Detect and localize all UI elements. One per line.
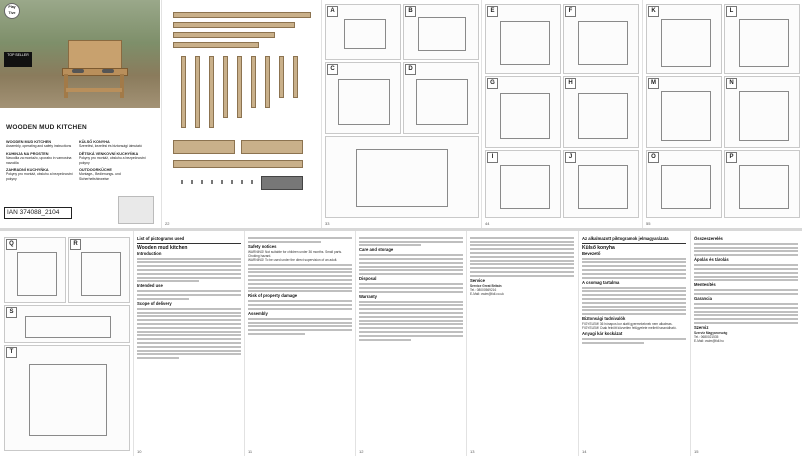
lang-title-hu: KÜLSŐ KONYHA <box>78 140 110 144</box>
hu-text-page-1 <box>578 231 691 456</box>
pictogram-list-title: List of pictograms used <box>137 236 185 241</box>
page-number: 12 <box>359 449 364 454</box>
hu-intro-title: Bevezető <box>582 250 601 256</box>
brand-logo: Play Tive <box>4 3 20 19</box>
gb-text-page-3 <box>355 231 467 456</box>
gb-service-mail: E-Mail: owim@lidl.co.uk <box>470 292 504 297</box>
step-label: A <box>327 6 338 17</box>
page-number: 22 <box>165 221 170 226</box>
hu-warning-2: FIGYELEM! Csak felnőtt közvetlen felügyelete mellett használható. <box>582 326 677 331</box>
hu-service-mail: E-Mail: owim@lidl.hu <box>694 339 724 344</box>
gb-service-country: Service Great Britain <box>470 283 502 288</box>
step-label: Q <box>6 239 17 250</box>
gb-risk-title: Risk of property damage <box>248 293 298 299</box>
step-label: I <box>487 152 498 163</box>
step-label: O <box>648 152 659 163</box>
step-label: L <box>726 6 737 17</box>
lang-title-sk: DĚTSKÁ VENKOVNÍ KUCHYŇKA <box>78 151 139 156</box>
hu-care-title: Ápolás és tárolás <box>694 257 729 263</box>
ian-code: IAN 374088_2104 <box>4 207 72 219</box>
gb-text-page-4 <box>466 231 579 456</box>
hu-pictogram-list-title: Az alkalmazott piktogramok jelmagyarázata <box>582 236 669 241</box>
page-number: 55 <box>646 221 651 226</box>
hu-risk-title: Anyagi kár kockázat <box>582 331 623 337</box>
lang-sub-si: Navodila za montažo, uporabo in varnostna navodila <box>6 156 72 165</box>
gb-intended-title: Intended use <box>137 283 163 289</box>
step-label: R <box>70 239 81 250</box>
step-label: J <box>565 152 576 163</box>
gb-text-page-2 <box>244 231 356 456</box>
step-label: S <box>6 307 17 318</box>
hu-text-page-2 <box>690 231 802 456</box>
step-label: F <box>565 6 576 17</box>
gb-text-page-1 <box>133 231 245 456</box>
page-number: 33 <box>325 221 330 226</box>
hu-assembly-title: Összeszerelés <box>694 236 723 241</box>
gb-care-title: Care and storage <box>359 247 394 253</box>
lang-sub-de: Montage-, Bedienungs- und Sicherheitshinweise <box>78 172 121 181</box>
assembly-steps-page-1 <box>321 0 482 228</box>
lang-sub-cz: Pokyny pro montáž, obsluhu a bezpečnostní pokyny <box>6 172 73 181</box>
assembly-steps-page-3 <box>642 0 802 228</box>
hu-scope-title: A csomag tartalma <box>582 279 620 285</box>
bottom-sheet <box>0 231 802 456</box>
gb-warning-1: WARNING! Not suitable for children under 36 months. Small parts. Choking hazard. <box>248 249 342 258</box>
hu-service-country: Szerviz Magyarország <box>694 331 728 336</box>
hu-warranty-title: Garancia <box>694 296 712 302</box>
page-number: 14 <box>582 449 587 454</box>
hu-service-tel: Tel.: 0680021535 <box>694 335 719 340</box>
gb-intro-title: Introduction <box>137 250 162 256</box>
lang-sub-sk: Pokyny pro montáž, obsluhu a bezpečnostní pokyny <box>78 156 146 165</box>
top-seller-badge: TOP SELLER <box>4 52 32 67</box>
step-label: K <box>648 6 659 17</box>
gb-disposal-title: Disposal <box>359 276 377 282</box>
hu-service-title: Szerviz <box>694 324 709 330</box>
cover-page <box>0 0 162 228</box>
lang-title-cz: ZAHRADNÍ KUCHYŇKA <box>6 168 49 173</box>
step-label: H <box>565 78 576 89</box>
page-number: 15 <box>694 449 699 454</box>
lang-title-gb: WOODEN MUD KITCHEN <box>6 140 52 144</box>
hu-subtitle: Külső konyha <box>582 244 615 251</box>
gb-service-title: Service <box>470 277 485 283</box>
lang-sub-hu: Szerelési, kezelési és biztonsági útmutató <box>78 144 142 149</box>
gb-subtitle: Wooden mud kitchen <box>137 244 188 251</box>
gb-warning-2: WARNING! To be used under the direct supervision of an adult. <box>248 257 338 262</box>
step-label: P <box>726 152 737 163</box>
page-number: 10 <box>137 449 142 454</box>
lang-sub-gb: Assembly, operating and safety instructions <box>6 144 72 149</box>
gb-scope-title: Scope of delivery <box>137 300 172 306</box>
language-list <box>6 140 156 181</box>
gb-safety-title: Safety notices <box>248 243 277 249</box>
gb-assembly-title: Assembly <box>248 310 268 316</box>
step-label: C <box>327 64 338 75</box>
hu-safety-title: Biztonsági tudnivalók <box>582 316 626 322</box>
gb-service-tel: Tel.: 08000569216 <box>470 287 497 292</box>
step-label: B <box>405 6 416 17</box>
step-label: T <box>6 347 17 358</box>
product-photo <box>0 0 160 108</box>
gb-warranty-title: Warranty <box>359 293 377 299</box>
lang-title-si: KUHINJA NA PROSTEN <box>6 151 49 156</box>
page-number: 13 <box>470 449 475 454</box>
hu-warning-1: FIGYELEM! 36 hónapos kor alatti gyermekeknek nem alkalmas. <box>582 322 673 327</box>
step-label: E <box>487 6 498 17</box>
assembly-steps-page-4 <box>0 231 134 456</box>
hu-disposal-title: Mentesítés <box>694 282 716 288</box>
page-number: 44 <box>485 221 490 226</box>
cover-title: WOODEN MUD KITCHEN <box>6 124 87 131</box>
page-number: 11 <box>248 449 253 454</box>
lang-title-de: OUTDOORKÜCHE <box>78 168 112 173</box>
step-label: N <box>726 78 737 89</box>
step-label: M <box>648 78 659 89</box>
parts-overview-page <box>161 0 322 228</box>
barcode-area <box>118 196 154 224</box>
mud-kitchen-illustration <box>62 40 126 98</box>
step-label: D <box>405 64 416 75</box>
step-label: G <box>487 78 498 89</box>
assembly-steps-page-2 <box>481 0 643 228</box>
